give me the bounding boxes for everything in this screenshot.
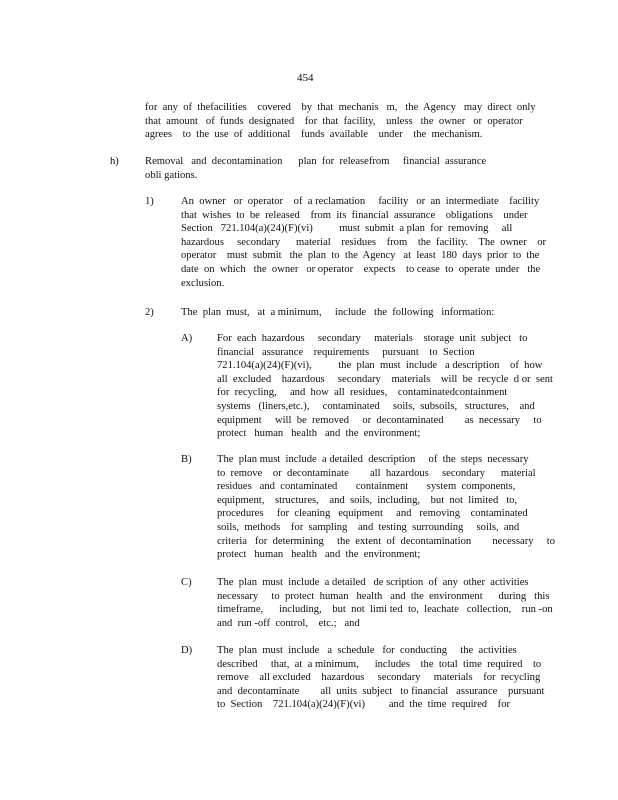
text-line: residues and contaminated containment system components,	[217, 481, 516, 493]
item-d-paragraph	[217, 644, 547, 712]
text-line: operator must submit the plan to the Agency at least 180 days prior to the	[181, 250, 540, 262]
page-number: 454	[297, 72, 314, 84]
text-line: for recycling, and how all residues, contaminatedcontainment	[217, 387, 508, 399]
item-a-paragraph	[217, 332, 553, 441]
text-line: remove all excluded hazardous secondary materials for recycling	[217, 672, 541, 684]
text-line: procedures for cleaning equipment and removing contaminated	[217, 508, 528, 520]
text-line: necessary to protect human health and the environment during this	[217, 590, 550, 602]
text-line: The plan must include a detailed de scription of any other activities	[217, 577, 529, 588]
text-line: and decontaminate all units subject to financial assurance pursuant	[217, 685, 545, 697]
text-line: all excluded hazardous secondary materials will be recycle d or sent	[217, 373, 553, 385]
text-line: protect human health and the environment;	[217, 428, 421, 440]
text-line: that amount of funds designated for that facility, unless the owner or operator	[145, 115, 523, 127]
text-line: systems (liners,etc.), contaminated soils, subsoils, structures, and	[217, 400, 535, 412]
text-line: agrees to the use of additional funds available under the mechanism.	[145, 129, 483, 141]
text-line: hazardous secondary material residues from the facility. The owner or	[181, 236, 547, 248]
item-2-marker: 2)	[145, 307, 154, 318]
text-line: that wishes to be released from its financial assurance obligations under	[181, 209, 528, 221]
continuation-paragraph	[145, 101, 545, 142]
text-line: equipment will be removed or decontaminated as necessary to	[217, 414, 542, 426]
item-a-marker: A)	[181, 333, 193, 344]
text-line: soils, methods for sampling and testing surrounding soils, and	[217, 521, 520, 533]
text-line: to remove or decontaminate all hazardous secondary material	[217, 467, 536, 479]
text-line: described that, at a minimum, includes the total time required to	[217, 658, 542, 670]
text-line: The plan must include a detailed description of the steps necessary	[217, 454, 529, 465]
section-h-marker: h)	[110, 156, 119, 167]
item-1-paragraph	[181, 195, 547, 290]
item-b-marker: B)	[181, 454, 192, 465]
text-line: Section 721.104(a)(24)(F)(vi) must submit a plan for removing all	[181, 223, 513, 235]
text-line: date on which the owner or operator expects to cease to operate under the	[181, 263, 541, 275]
text-line: An owner or operator of a reclamation facility or an intermediate facility	[181, 196, 540, 207]
section-h-heading	[145, 155, 545, 182]
text-line: 721.104(a)(24)(F)(vi), the plan must include a description of how	[217, 360, 543, 372]
text-line: financial assurance requirements pursuant to Section	[217, 346, 475, 358]
text-line: exclusion.	[181, 277, 225, 289]
item-c-marker: C)	[181, 577, 192, 588]
text-line: The plan must include a schedule for conducting the activities	[217, 645, 517, 656]
text-line: timeframe, including, but not limi ted to, leachate collection, run -on	[217, 604, 553, 616]
text-line: Removal and decontamination plan for releasefrom financial assurance	[145, 156, 487, 167]
text-line: to Section 721.104(a)(24)(F)(vi) and the time required for	[217, 699, 511, 711]
text-line: equipment, structures, and soils, including, but not limited to,	[217, 494, 518, 506]
text-line: obli gations.	[145, 169, 198, 181]
text-line: for any of thefacilities covered by that mechanis m, the Agency may direct only	[145, 102, 536, 113]
item-b-paragraph	[217, 453, 556, 562]
text-line: The plan must, at a minimum, include the following information:	[181, 307, 495, 318]
item-1-marker: 1)	[145, 196, 154, 207]
text-line: and run -off control, etc.; and	[217, 617, 360, 629]
text-line: For each hazardous secondary materials storage unit subject to	[217, 333, 528, 344]
text-line: protect human health and the environment;	[217, 549, 421, 561]
item-d-marker: D)	[181, 645, 193, 656]
text-line: criteria for determining the extent of decontamination necessary to	[217, 535, 556, 547]
item-c-paragraph	[217, 576, 553, 630]
item-2-paragraph	[181, 306, 541, 320]
